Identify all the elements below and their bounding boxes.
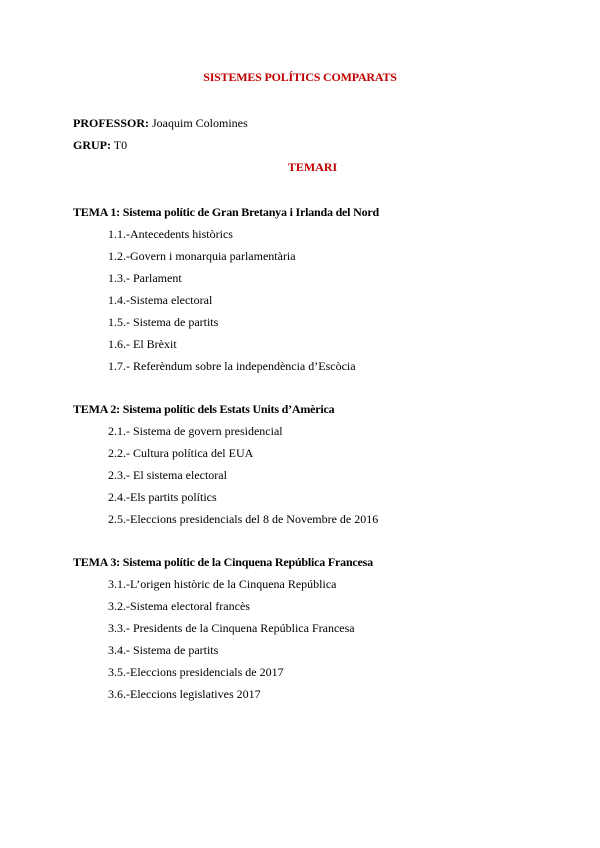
list-item: 1.3.- Parlament (108, 271, 182, 285)
grup-line (73, 138, 127, 153)
list-item: 1.1.-Antecedents històrics (108, 227, 233, 241)
tema-2-block (73, 398, 573, 530)
temari-heading: TEMARI (287, 160, 338, 174)
list-item: 1.5.- Sistema de partits (108, 315, 219, 329)
grup-value: T0 (113, 138, 128, 152)
tema-2-list (73, 420, 573, 530)
list-item: 1.2.-Govern i monarquia parlamentària (108, 249, 296, 263)
list-item: 3.1.-L’origen històric de la Cinquena República (108, 577, 337, 591)
list-item: 3.3.- Presidents de la Cinquena República Francesa (108, 621, 355, 635)
list-item: 3.5.-Eleccions presidencials de 2017 (108, 665, 284, 679)
tema-3-list (73, 573, 573, 705)
tema-2-heading: TEMA 2: Sistema polític dels Estats Units d’Amèrica (73, 402, 335, 416)
list-item: 2.3.- El sistema electoral (108, 468, 227, 482)
document-title: SISTEMES POLÍTICS COMPARATS (203, 70, 397, 84)
tema-3-heading: TEMA 3: Sistema polític de la Cinquena República Francesa (73, 555, 373, 569)
list-item: 2.2.- Cultura política del EUA (108, 446, 254, 460)
professor-label: PROFESSOR: (73, 116, 150, 130)
grup-label: GRUP: (73, 138, 111, 152)
list-item: 3.6.-Eleccions legislatives 2017 (108, 687, 261, 701)
list-item: 1.7.- Referèndum sobre la independència d’Escòcia (108, 359, 356, 373)
list-item: 3.4.- Sistema de partits (108, 643, 219, 657)
list-item: 1.6.- El Brèxit (108, 337, 177, 351)
tema-1-heading: TEMA 1: Sistema polític de Gran Bretanya i Irlanda del Nord (73, 205, 379, 219)
list-item: 3.2.-Sistema electoral francès (108, 599, 250, 613)
tema-1-list (73, 223, 573, 377)
tema-3-block (73, 551, 573, 705)
list-item: 2.1.- Sistema de govern presidencial (108, 424, 283, 438)
professor-name: Joaquim Colomines (152, 116, 248, 130)
list-item: 2.4.-Els partits polítics (108, 490, 217, 504)
professor-line (73, 116, 248, 131)
tema-1-block (73, 201, 573, 377)
list-item: 2.5.-Eleccions presidencials del 8 de Novembre de 2016 (108, 512, 379, 526)
list-item: 1.4.-Sistema electoral (108, 293, 213, 307)
